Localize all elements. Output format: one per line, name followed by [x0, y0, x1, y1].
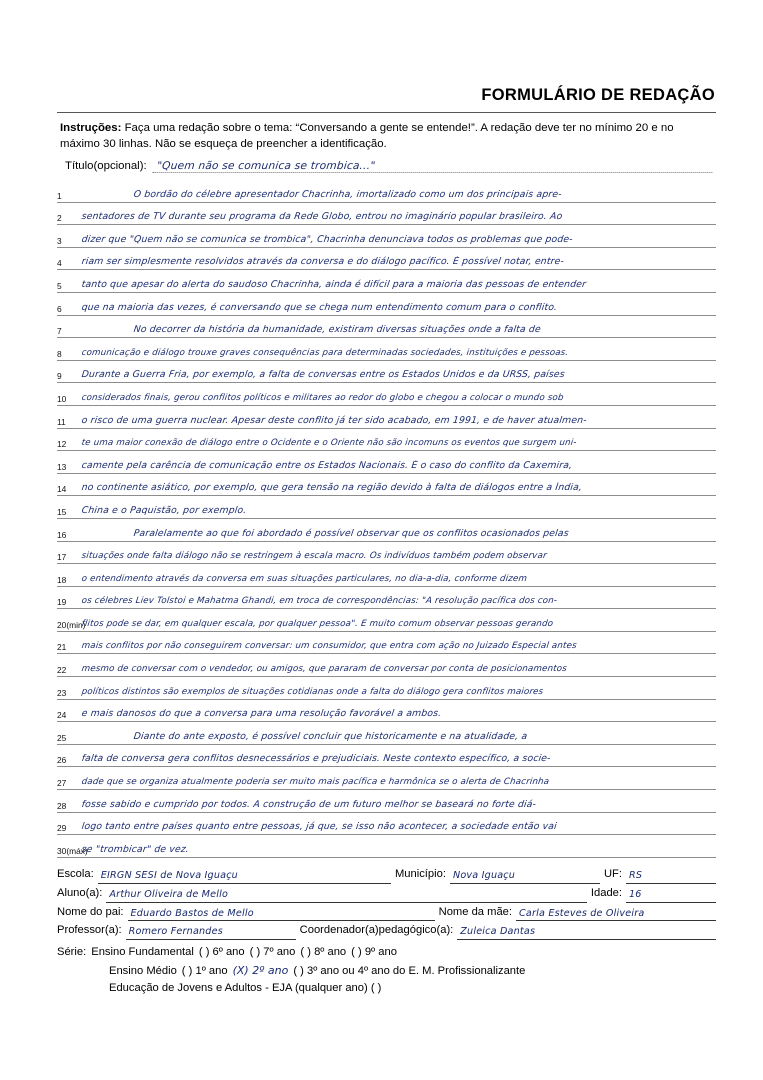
line-number: 12: [57, 439, 67, 450]
essay-line: [57, 609, 716, 632]
checkbox-box: ( ): [181, 964, 193, 977]
line-number: 27: [57, 778, 67, 789]
essay-line: [57, 270, 716, 293]
line-number: 15: [57, 506, 67, 517]
coordenador-field[interactable]: [457, 922, 716, 940]
line-handwriting: mais conflitos por não conseguirem conversar: um consumidor, que entra com ação no Juizado Especial antes: [81, 641, 578, 652]
essay-lines: [57, 180, 716, 862]
checkbox-label: 8º ano: [314, 946, 347, 959]
essay-line: [57, 474, 716, 497]
municipio-value: Nova Iguaçu: [452, 870, 516, 881]
essay-line: [57, 180, 716, 203]
idade-value: 16: [629, 888, 642, 900]
page-title: FORMULÁRIO DE REDAÇÃO: [481, 86, 715, 104]
line-number: 16: [57, 529, 67, 540]
uf-label: UF:: [603, 868, 622, 880]
line-number: 1: [57, 190, 62, 201]
pai-value: Eduardo Bastos de Mello: [130, 907, 254, 919]
checkbox-box: ( ): [198, 946, 210, 959]
checkbox-medio-1[interactable]: [182, 963, 228, 980]
instructions-text: Faça uma redação sobre o tema: “Conversando a gente se entende!”. A redação deve ter no mínimo 20 e no máximo 30 linhas. Não se esqueça de preencher a identificação.: [60, 122, 674, 151]
essay-line: [57, 587, 716, 610]
line-handwriting: falta de conversa gera conflitos desnecessários e prejudiciais. Neste contexto específico, a socie-: [81, 753, 552, 765]
line-handwriting: flitos pode se dar, em qualquer escala, por qualquer pessoa". É muito comum observar pessoas gerando: [81, 618, 554, 629]
checkbox-box: (X): [232, 963, 249, 977]
checkbox-label: 7º ano: [263, 946, 296, 959]
line-handwriting: dizer que "Quem não se comunica se trombica", Chacrinha denunciava todos os problemas que pode-: [81, 233, 574, 245]
row-medio: [57, 962, 716, 980]
checkbox-eja[interactable]: Educação de Jovens e Adultos - EJA (qualquer ano) ( ): [109, 981, 382, 994]
line-handwriting: Durante a Guerra Fria, por exemplo, a falta de conversas entre os Estados Unidos e da URSS, países: [81, 369, 566, 381]
escola-label: Escola:: [57, 868, 94, 880]
essay-line: [57, 745, 716, 768]
essay-title-label: Título(opcional):: [65, 160, 147, 172]
line-handwriting: se "trombicar" de vez.: [81, 843, 190, 855]
line-handwriting: logo tanto entre países quanto entre pessoas, já que, se isso não acontecer, a sociedade então vai: [81, 821, 558, 833]
checkbox-fundamental-6[interactable]: [199, 944, 245, 961]
checkbox-box: ( ): [300, 946, 311, 959]
escola-value: EIRGN SESI de Nova Iguaçu: [100, 870, 238, 881]
line-number: 13: [57, 461, 67, 472]
fundamental-label: Ensino Fundamental: [91, 946, 194, 959]
essay-line: [57, 632, 716, 655]
line-handwriting: sentadores de TV durante seu programa da Rede Globo, entrou no imaginário popular brasileiro. Ao: [81, 211, 564, 223]
line-handwriting: mesmo de conversar com o vendedor, ou amigos, que pararam de conversar por conta de posicionamentos: [81, 664, 568, 675]
line-handwriting: Diante do ante exposto, é possível concluir que historicamente e na atualidade, a: [133, 730, 528, 742]
essay-line: [57, 700, 716, 723]
essay-line: [57, 316, 716, 339]
essay-line: [57, 203, 716, 226]
pai-field[interactable]: [128, 904, 435, 922]
line-number: 11: [57, 416, 66, 427]
line-number: 4: [57, 258, 62, 269]
essay-line: [57, 564, 716, 587]
essay-line: [57, 677, 716, 700]
coordenador-value: Zuleica Dantas: [460, 926, 536, 938]
line-number: 24: [57, 710, 67, 721]
line-handwriting: considerados finais, gerou conflitos políticos e militares ao redor do globo e chegou a colocar o mundo sob: [81, 392, 565, 403]
line-handwriting: o entendimento através da conversa em suas situações particulares, no dia-a-dia, conforme dizem: [81, 573, 528, 584]
line-handwriting: fosse sabido e cumprido por todos. A construção de um futuro melhor se baseará no forte diá-: [81, 798, 537, 810]
essay-line: [57, 835, 716, 858]
line-number: 20(min): [57, 619, 86, 630]
pai-label: Nome do pai:: [57, 905, 124, 918]
checkbox-medio-3[interactable]: [293, 963, 525, 980]
line-handwriting: os célebres Liev Tolstoi e Mahatma Ghandi, em troca de correspondências: "A resolução pacífica dos con-: [81, 596, 558, 607]
line-number: 3: [57, 235, 62, 246]
checkbox-box: ( ): [293, 964, 304, 977]
essay-line: [57, 542, 716, 565]
essay-line: [57, 813, 716, 836]
uf-value: RS: [629, 870, 643, 881]
line-number: 17: [57, 552, 67, 563]
checkbox-box: ( ): [249, 946, 261, 959]
serie-label: Série:: [57, 946, 87, 959]
mae-field[interactable]: [516, 904, 716, 922]
essay-line: [57, 790, 716, 813]
line-number: 5: [57, 280, 62, 291]
line-handwriting: camente pela carência de comunicação entre os Estados Nacionais. É o caso do conflito da Caxemira,: [81, 459, 573, 471]
row-fundamental: [57, 944, 716, 961]
instructions-label: Instruções:: [60, 122, 122, 134]
line-number: 30(máx): [57, 845, 88, 856]
aluno-label: Aluno(a):: [57, 886, 103, 899]
line-handwriting: políticos distintos são exemplos de situações cotidianas onde a falta do diálogo gera conflitos maiores: [81, 686, 544, 697]
checkbox-label: 6º ano: [212, 946, 245, 959]
line-number: 26: [57, 755, 67, 766]
essay-line: [57, 451, 716, 474]
checkbox-medio-2[interactable]: [233, 962, 289, 979]
essay-line: [57, 722, 716, 745]
checkbox-label: 2º ano: [252, 963, 289, 977]
line-number: 19: [57, 597, 67, 608]
essay-line: [57, 361, 716, 384]
line-number: 22: [57, 665, 67, 676]
coordenador-label: Coordenador(a)pedagógico(a):: [299, 924, 454, 937]
line-handwriting: China e o Paquistão, por exemplo.: [81, 504, 248, 516]
professor-field[interactable]: [126, 922, 296, 940]
line-handwriting: dade que se organiza atualmente poderia ser muito mais pacífica e harmônica se o alerta de Chacrinha: [81, 777, 550, 788]
checkbox-fundamental-7[interactable]: [250, 944, 296, 961]
checkbox-fundamental-8[interactable]: [300, 944, 346, 961]
essay-line: [57, 225, 716, 248]
row-pais: [57, 904, 716, 922]
line-handwriting: Paralelamente ao que foi abordado é possível observar que os conflitos ocasionados pelas: [133, 527, 570, 539]
line-handwriting: comunicação e diálogo trouxe graves consequências para determinadas sociedades, instituições e pessoas.: [81, 347, 569, 358]
essay-title-row: [65, 160, 713, 173]
essay-line: [57, 293, 716, 316]
medio-label: Ensino Médio: [109, 964, 177, 977]
essay-line: [57, 496, 716, 519]
checkbox-label: 1º ano: [195, 964, 228, 977]
idade-label: Idade:: [590, 886, 622, 899]
line-number: 10: [57, 393, 67, 404]
essay-title-input[interactable]: "Quem não se comunica se trombica...": [152, 160, 714, 173]
essay-line: [57, 383, 716, 406]
row-eja: [57, 980, 716, 997]
line-handwriting: no continente asiático, por exemplo, que gera tensão na região devido à falta de diálogos entre a Índia,: [81, 482, 583, 494]
mae-label: Nome da mãe:: [438, 905, 512, 918]
essay-line: [57, 654, 716, 677]
row-aluno: [57, 885, 716, 903]
line-number: 8: [57, 348, 62, 359]
serie-block: [57, 944, 716, 997]
aluno-field[interactable]: [106, 885, 586, 903]
line-number: 7: [57, 326, 62, 337]
line-handwriting: e mais danosos do que a conversa para uma resolução favorável a ambos.: [81, 708, 442, 720]
row-professor: [57, 922, 716, 940]
line-number: 23: [57, 687, 67, 698]
line-number: 14: [57, 484, 67, 495]
line-number: 29: [57, 823, 67, 834]
line-number: 25: [57, 732, 67, 743]
line-number: 21: [57, 642, 67, 653]
line-number: 2: [57, 213, 62, 224]
professor-label: Professor(a):: [57, 924, 122, 937]
idade-field[interactable]: [626, 885, 716, 903]
line-handwriting: riam ser simplesmente resolvidos através da conversa e do diálogo pacífico. É possível notar, entre-: [81, 256, 565, 268]
uf-field[interactable]: [626, 866, 716, 884]
checkbox-fundamental-9[interactable]: [351, 944, 397, 961]
line-handwriting: O bordão do célebre apresentador Chacrinha, imortalizado como um dos principais apre-: [133, 188, 563, 200]
municipio-label: Município:: [394, 868, 446, 880]
professor-value: Romero Fernandes: [128, 926, 223, 938]
essay-line: [57, 767, 716, 790]
line-handwriting: No decorrer da história da humanidade, existiram diversas situações onde a falta de: [133, 324, 542, 336]
municipio-field[interactable]: [450, 866, 600, 884]
line-handwriting: tanto que apesar do alerta do saudoso Chacrinha, ainda é difícil para a maioria das pessoas de entender: [81, 278, 587, 290]
mae-value: Carla Esteves de Oliveira: [519, 907, 645, 919]
essay-line: [57, 406, 716, 429]
instructions-block: [60, 120, 713, 152]
header-divider: [57, 112, 716, 113]
line-number: 28: [57, 800, 67, 811]
essay-line: [57, 248, 716, 271]
essay-line: [57, 429, 716, 452]
line-number: 18: [57, 574, 67, 585]
line-handwriting: que na maioria das vezes, é conversando que se chega num entendimento comum para o conflito.: [81, 301, 558, 313]
row-escola: [57, 866, 716, 884]
line-number: 6: [57, 303, 62, 314]
essay-line: [57, 338, 716, 361]
aluno-value: Arthur Oliveira de Mello: [109, 888, 229, 900]
checkbox-label: 3º ano ou 4º ano do E. M. Profissionalizante: [306, 964, 526, 977]
checkbox-label: 9º ano: [364, 946, 397, 959]
checkbox-box: ( ): [351, 946, 362, 959]
line-handwriting: te uma maior conexão de diálogo entre o Ocidente e o Oriente não são incomuns os eventos que surgem uni-: [81, 438, 578, 449]
line-handwriting: o risco de uma guerra nuclear. Apesar deste conflito já ter sido acabado, em 1991, e de haver atualmen-: [81, 414, 588, 426]
essay-line: [57, 519, 716, 542]
identification-block: [57, 866, 716, 997]
line-number: 9: [57, 371, 62, 382]
escola-field[interactable]: [98, 866, 391, 884]
line-handwriting: situações onde falta diálogo não se restringem à escala macro. Os indivíduos também podem observar: [81, 551, 548, 562]
